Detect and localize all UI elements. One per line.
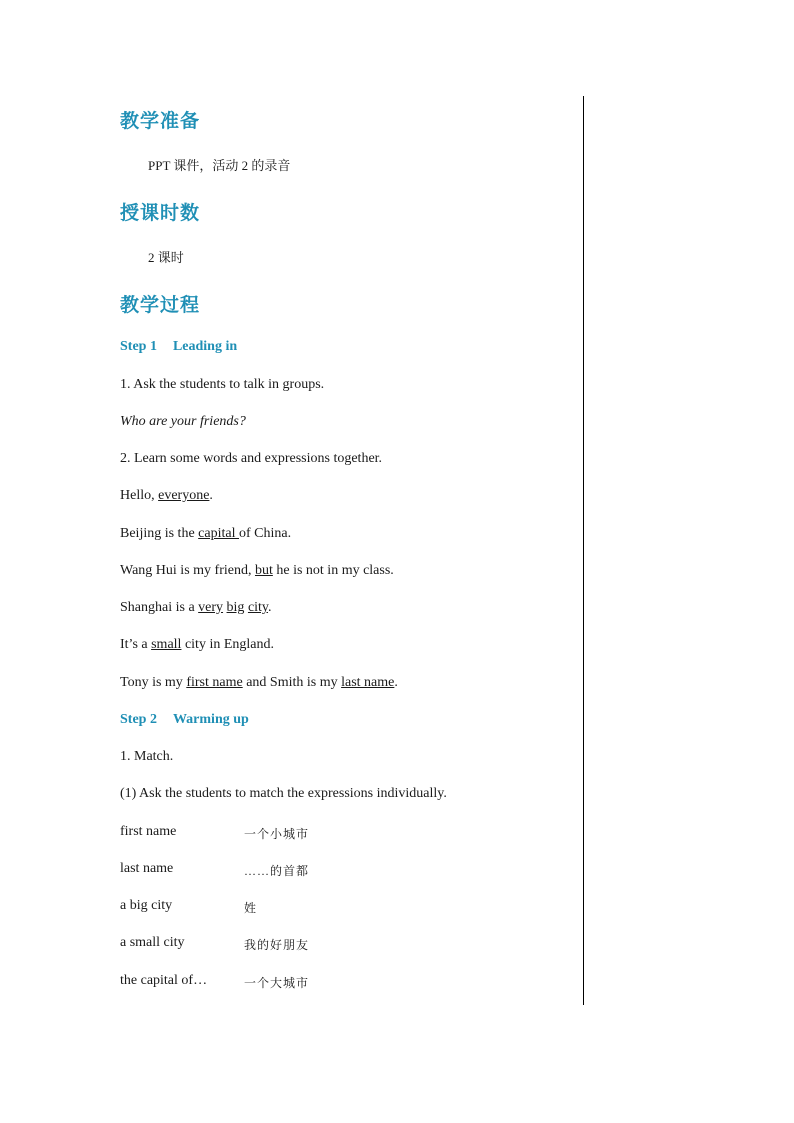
sentence-2: Beijing is the capital of China. xyxy=(120,526,292,541)
step2-item1-sub: (1) Ask the students to match the expressions individually. xyxy=(120,786,447,801)
match-left-1: first name xyxy=(120,824,177,839)
match-right-3: 姓 xyxy=(244,901,258,915)
match-left-4: a small city xyxy=(120,935,185,950)
sentence-1: Hello, everyone. xyxy=(120,488,213,503)
step1-heading xyxy=(120,339,237,355)
step1-label: Step 1 xyxy=(120,339,157,354)
sentence-4: Shanghai is a very big city. xyxy=(120,600,272,615)
step1-item1: 1. Ask the students to talk in groups. xyxy=(120,377,325,392)
sentence-6: Tony is my first name and Smith is my last name. xyxy=(120,675,398,690)
step1-title: Leading in xyxy=(172,339,238,354)
step1-item2: 2. Learn some words and expressions together. xyxy=(120,451,383,466)
step1-question: Who are your friends? xyxy=(120,414,246,429)
section-heading-hours: 授课时数 xyxy=(120,202,201,224)
match-right-1: 一个小城市 xyxy=(244,827,310,841)
section-heading-preparation: 教学准备 xyxy=(120,110,201,132)
match-left-5: the capital of… xyxy=(120,973,208,988)
hours-text: 2 课时 xyxy=(148,250,184,265)
sentence-3: Wang Hui is my friend, but he is not in my class. xyxy=(120,563,394,578)
preparation-text: PPT 课件，活动 2 的录音 xyxy=(148,158,291,173)
match-right-4: 我的好朋友 xyxy=(244,938,310,952)
step2-label: Step 2 xyxy=(120,712,157,727)
match-left-3: a big city xyxy=(120,898,173,913)
margin-divider-line xyxy=(583,96,584,1005)
match-right-2: ……的首都 xyxy=(244,864,310,878)
step2-item1: 1. Match. xyxy=(120,749,174,764)
step2-title: Warming up xyxy=(172,712,249,727)
match-left-2: last name xyxy=(120,861,174,876)
match-right-5: 一个大城市 xyxy=(244,976,310,990)
sentence-5: It’s a small city in England. xyxy=(120,637,274,652)
section-heading-process: 教学过程 xyxy=(120,294,201,316)
step2-heading xyxy=(120,712,249,728)
